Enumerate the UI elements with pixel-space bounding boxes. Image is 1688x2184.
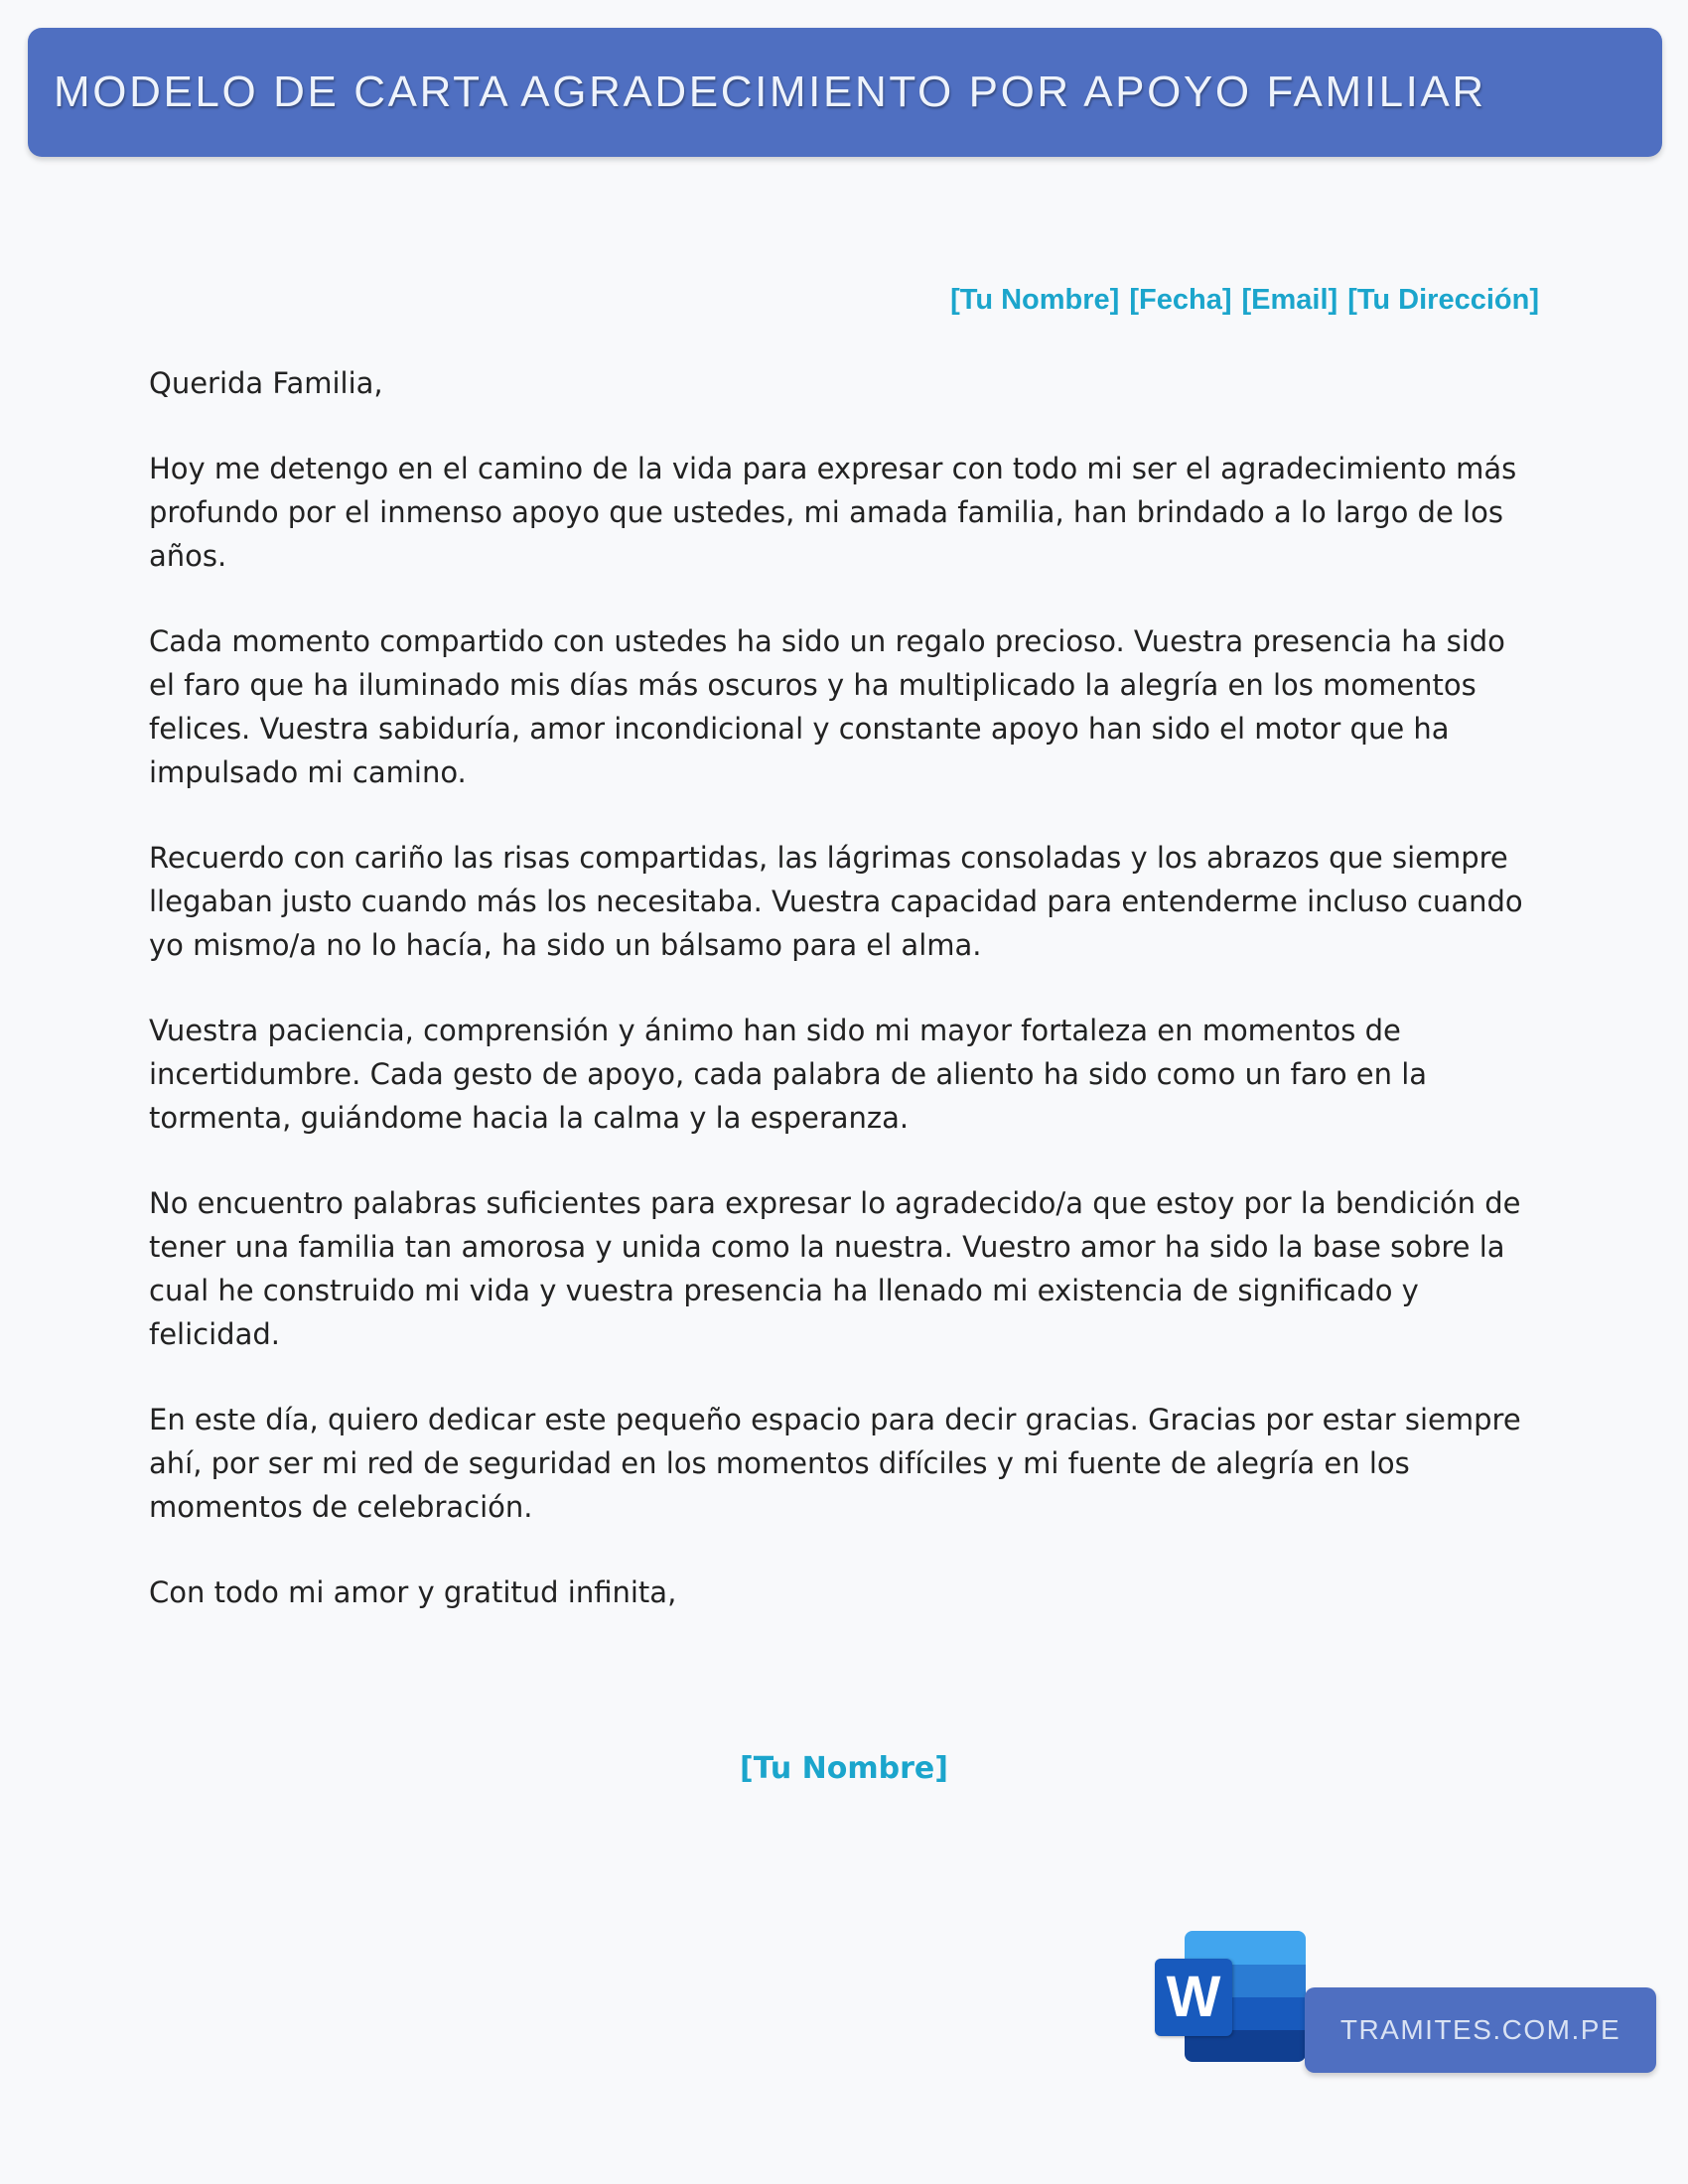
sender-email: [Email] — [1241, 284, 1338, 316]
site-badge — [1305, 1987, 1656, 2073]
site-badge-label: TRAMITES.COM.PE — [1339, 2014, 1621, 2045]
word-icon — [1155, 1931, 1306, 2062]
letter-body — [149, 361, 1539, 1656]
letter-closing: Con todo mi amor y gratitud infinita, — [149, 1575, 677, 1609]
sender-info — [950, 284, 1539, 317]
letter-paragraph-6: En este día, quiero dedicar este pequeño espacio para decir gracias. Gracias por estar siempre ahí, por ser mi red de seguridad en los momentos difíciles y mi fuente de alegría en los momentos de celebración. — [149, 1403, 1521, 1524]
letter-paragraph-5: No encuentro palabras suficientes para expresar lo agradecido/a que estoy por la bendición de tener una familia tan amorosa y unida como la nuestra. Vuestro amor ha sido la base sobre la cual he construido mi vida y vuestra presencia ha llenado mi existencia de significado y felicidad. — [149, 1186, 1521, 1351]
word-icon-letter: W — [1155, 1959, 1232, 2036]
sender-address: [Tu Dirección] — [1347, 284, 1539, 316]
title-banner — [28, 28, 1662, 157]
sender-name: [Tu Nombre] — [950, 284, 1120, 316]
letter-paragraph-1: Hoy me detengo en el camino de la vida para expresar con todo mi ser el agradecimiento más profundo por el inmenso apoyo que ustedes, mi amada familia, han brindado a lo largo de los años. — [149, 452, 1517, 573]
sender-date: [Fecha] — [1129, 284, 1232, 316]
letter-paragraph-3: Recuerdo con cariño las risas compartidas, las lágrimas consoladas y los abrazos que siempre llegaban justo cuando más los necesitaba. Vuestra capacidad para entenderme incluso cuando yo mismo/a no lo hacía, ha sido un bálsamo para el alma. — [149, 841, 1523, 962]
document-title: MODELO DE CARTA AGRADECIMIENTO POR APOYO FAMILIAR — [54, 68, 1486, 116]
signature-name: [Tu Nombre] — [740, 1751, 948, 1786]
letter-paragraph-4: Vuestra paciencia, comprensión y ánimo han sido mi mayor fortaleza en momentos de incertidumbre. Cada gesto de apoyo, cada palabra de aliento ha sido como un faro en la tormenta, guiándome hacia la calma y la esperanza. — [149, 1014, 1428, 1135]
letter-paragraph-2: Cada momento compartido con ustedes ha sido un regalo precioso. Vuestra presencia ha sido el faro que ha iluminado mis días más oscuros y ha multiplicado la alegría en los momentos felices. Vuestra sabiduría, amor incondicional y constante apoyo han sido el motor que ha impulsado mi camino. — [149, 624, 1505, 789]
letter-greeting: Querida Familia, — [149, 366, 383, 400]
